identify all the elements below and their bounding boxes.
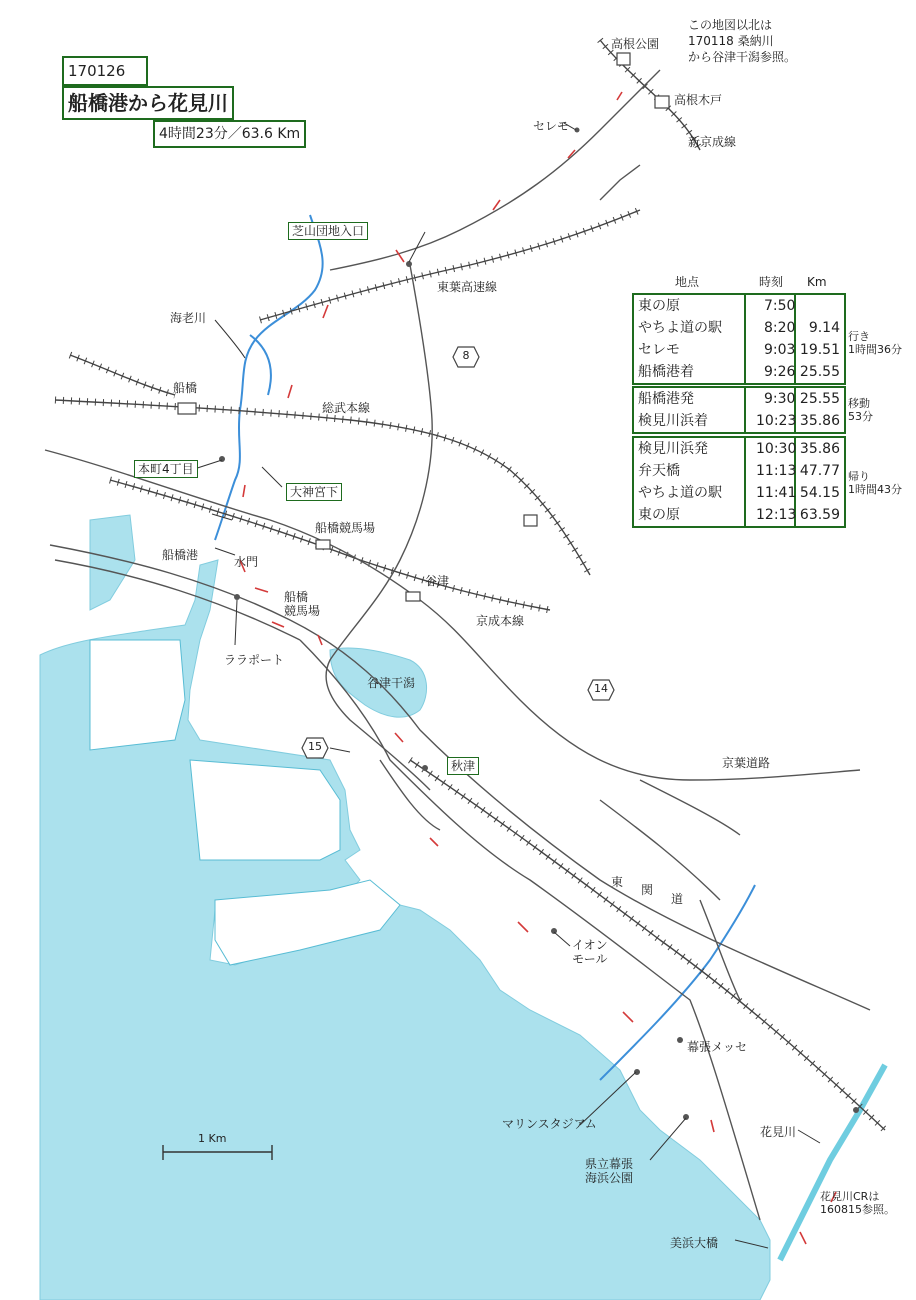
- label-aeon: [572, 939, 608, 967]
- row-place: やちよ道の駅: [638, 320, 722, 336]
- row-place: セレモ: [638, 342, 680, 358]
- label-line: イオン: [572, 938, 608, 952]
- label-keiba-jo: [284, 591, 320, 619]
- timetable-header-km: Km: [807, 275, 827, 289]
- label-togyo: 東葉高速線: [437, 280, 498, 294]
- label-shin-keisei: 新京成線: [688, 135, 737, 149]
- side-label: 53分: [848, 410, 873, 423]
- row-time: 11:41: [756, 485, 797, 501]
- row-time: 8:20: [764, 320, 796, 336]
- label-marine-stadium: マリンスタジアム: [502, 1117, 597, 1131]
- row-km: 35.86: [799, 413, 840, 429]
- page-title: 船橋港から花見川: [68, 91, 228, 115]
- label-suimon: 水門: [234, 555, 259, 569]
- north-note: [688, 17, 796, 65]
- label-line: 船橋: [284, 590, 309, 604]
- timetable-row: [634, 361, 844, 383]
- label-tokando-2: 関: [641, 883, 654, 897]
- row-km: 54.15: [799, 485, 840, 501]
- route-number: 15: [308, 740, 322, 753]
- timetable-row: [634, 317, 844, 339]
- timetable-header-place: 地点: [675, 275, 700, 289]
- label-tokando-3: 道: [671, 892, 684, 906]
- timetable-row: [634, 388, 844, 410]
- hanamigawa-note: [820, 1191, 895, 1216]
- label-line: 県立幕張: [585, 1157, 634, 1171]
- row-time: 10:23: [756, 413, 797, 429]
- sea-area: [40, 515, 770, 1300]
- summary-box: [153, 120, 306, 148]
- note-line: 花見川CRは: [820, 1190, 880, 1203]
- north-note-line: から谷津干潟参照。: [688, 50, 797, 64]
- timetable-group-outbound: [632, 293, 846, 385]
- north-note-line: 170118 桑納川: [688, 34, 774, 48]
- transfer-duration: [848, 397, 873, 423]
- label-keisei: 京成本線: [476, 614, 525, 628]
- row-time: 10:30: [756, 441, 797, 457]
- side-label: 帰り: [848, 470, 870, 483]
- label-kenritsu: [585, 1158, 633, 1186]
- row-km: 25.55: [799, 391, 840, 407]
- label-line: 海浜公園: [585, 1170, 634, 1185]
- row-km: 47.77: [799, 463, 840, 479]
- timetable-group-return: [632, 436, 846, 528]
- label-keiyo-road: 京葉道路: [722, 756, 771, 770]
- label-honcho: 本町4丁目: [134, 460, 198, 478]
- label-takane-kido: 高根木戸: [674, 93, 723, 107]
- route-14-shield: [587, 679, 615, 701]
- row-place: 東の原: [638, 507, 680, 523]
- label-mihama-bridge: 美浜大橋: [670, 1236, 719, 1250]
- timetable-group-transfer: [632, 386, 846, 434]
- outbound-duration: [848, 330, 902, 356]
- label-funabashi: 船橋: [173, 381, 198, 395]
- date-code: 170126: [68, 62, 126, 80]
- label-lalaport: ララポート: [224, 653, 285, 667]
- timetable-row: [634, 438, 844, 460]
- label-akitsu: 秋津: [447, 757, 479, 775]
- row-time: 11:13: [756, 463, 797, 479]
- timetable-row: [634, 339, 844, 361]
- row-time: 9:26: [764, 364, 796, 380]
- label-oojingu: 大神宮下: [286, 483, 342, 501]
- label-yatsu: 谷津: [425, 574, 450, 588]
- row-time: 9:30: [764, 391, 796, 407]
- label-sobu: 総武本線: [322, 401, 371, 415]
- label-makuhari-messe: 幕張メッセ: [687, 1040, 748, 1054]
- row-time: 9:03: [764, 342, 796, 358]
- trip-summary: 4時間23分／63.6 Km: [159, 126, 301, 142]
- label-takane-park: 高根公園: [611, 37, 660, 51]
- timetable-header-time: 時刻: [759, 275, 784, 289]
- label-tokando-1: 東: [611, 875, 624, 889]
- return-duration: [848, 470, 902, 496]
- label-keiba-station: 船橋競馬場: [315, 521, 376, 535]
- side-label: 移動: [848, 397, 870, 410]
- timetable-row: [634, 504, 844, 526]
- side-label: 1時間43分: [848, 483, 902, 496]
- row-place: 船橋港着: [638, 364, 694, 380]
- label-hanamigawa: 花見川: [760, 1125, 797, 1139]
- row-km: 25.55: [799, 364, 840, 380]
- label-line: 競馬場: [284, 603, 321, 618]
- timetable-row: [634, 295, 844, 317]
- timetable-row: [634, 460, 844, 482]
- row-place: 検見川浜着: [638, 413, 708, 429]
- route-15-shield: [301, 737, 329, 759]
- label-yatsu-higata: 谷津干潟: [367, 676, 416, 690]
- side-label: 1時間36分: [848, 343, 902, 356]
- row-place: 弁天橋: [638, 463, 680, 479]
- row-km: 19.51: [799, 342, 840, 358]
- title-box: [62, 86, 234, 120]
- route-8-shield: [452, 346, 480, 368]
- label-shibayama: 芝山団地入口: [288, 222, 368, 240]
- row-place: 船橋港発: [638, 391, 694, 407]
- scale-label: 1 Km: [198, 1132, 227, 1145]
- label-ebigawa: 海老川: [170, 311, 207, 325]
- row-time: 12:13: [756, 507, 797, 523]
- row-place: 東の原: [638, 298, 680, 314]
- route-number: 14: [594, 682, 608, 695]
- label-line: モール: [572, 951, 608, 966]
- row-place: やちよ道の駅: [638, 485, 722, 501]
- route-number: 8: [462, 349, 470, 362]
- timetable-row: [634, 410, 844, 432]
- label-seremo: セレモ: [533, 119, 570, 133]
- side-label: 行き: [848, 330, 870, 343]
- row-km: 9.14: [808, 320, 840, 336]
- label-funabashi-port: 船橋港: [162, 548, 199, 562]
- row-km: 35.86: [799, 441, 840, 457]
- row-km: 63.59: [799, 507, 840, 523]
- row-place: 検見川浜発: [638, 441, 708, 457]
- note-line: 160815参照。: [820, 1202, 895, 1216]
- timetable-row: [634, 482, 844, 504]
- date-code-box: [62, 56, 148, 86]
- north-note-line: この地図以北は: [688, 18, 773, 32]
- row-time: 7:50: [764, 298, 796, 314]
